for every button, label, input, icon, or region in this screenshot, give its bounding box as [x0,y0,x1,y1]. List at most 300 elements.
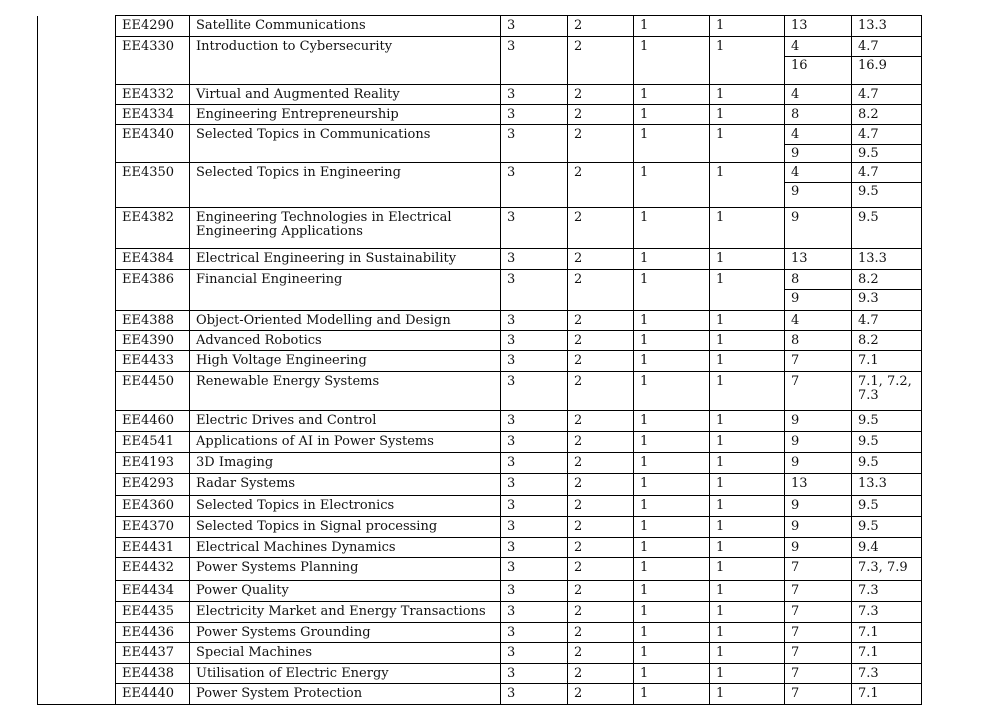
course-title-cell: Power Systems Grounding [190,623,501,643]
table-row [38,643,922,664]
table-row [38,163,922,208]
outcome-ref-cell [852,474,922,496]
outcome-ref-value: 9.5 [858,210,879,225]
table-row [38,331,922,351]
table-row [38,270,922,311]
course-title-cell: Special Machines [190,643,501,664]
lab-hours-cell: 1 [634,16,710,37]
contact-hours-cell: 2 [568,331,634,351]
lab-hours-cell: 1 [634,474,710,496]
course-title-cell: 3D Imaging [190,453,501,474]
lab-hours-cell: 1 [634,351,710,372]
outcome-group-cell [785,311,852,331]
contact-hours-cell: 2 [568,351,634,372]
contact-hours-cell: 2 [568,602,634,623]
course-title-cell: Electrical Machines Dynamics [190,538,501,558]
outcome-group-value: 9 [785,144,851,161]
outcome-group-cell [785,372,852,411]
tutorial-hours-cell: 1 [710,331,785,351]
lab-hours-cell: 1 [634,311,710,331]
outcome-ref-value: 7.1, 7.2, 7.3 [858,374,912,403]
credits-cell: 3 [501,684,568,705]
outcome-group-value: 9 [791,455,800,470]
course-title-cell: Introduction to Cybersecurity [190,37,501,85]
outcome-ref-value: 9.4 [858,540,879,555]
outcome-ref-value: 7.3, 7.9 [858,560,908,575]
outcome-ref-cell [852,453,922,474]
outcome-ref-value: 16.9 [852,56,921,73]
outcome-ref-value: 9.5 [852,144,921,161]
course-code-cell: EE4438 [116,664,190,684]
lab-hours-cell: 1 [634,163,710,208]
outcome-ref-value: 7.1 [858,353,879,368]
course-title-cell: High Voltage Engineering [190,351,501,372]
course-title-cell: Applications of AI in Power Systems [190,432,501,453]
outcome-ref-value: 13.3 [858,18,887,33]
credits-cell: 3 [501,249,568,270]
table-row [38,16,922,37]
outcome-group-cell [785,623,852,643]
outcome-group-value: 4 [791,313,800,328]
credits-cell: 3 [501,16,568,37]
course-code-cell: EE4332 [116,85,190,105]
course-code-cell: EE4350 [116,163,190,208]
outcome-ref-cell [852,16,922,37]
credits-cell: 3 [501,496,568,517]
contact-hours-cell: 2 [568,664,634,684]
tutorial-hours-cell: 1 [710,37,785,85]
tutorial-hours-cell: 1 [710,105,785,125]
lab-hours-cell: 1 [634,517,710,538]
outcome-group-value: 4 [791,165,800,180]
outcome-ref-value: 9.5 [858,498,879,513]
lab-hours-cell: 1 [634,558,710,581]
table-row [38,208,922,249]
course-title-cell: Engineering Entrepreneurship [190,105,501,125]
course-title-cell: Power Systems Planning [190,558,501,581]
contact-hours-cell: 2 [568,125,634,163]
tutorial-hours-cell: 1 [710,411,785,432]
table-row [38,37,922,85]
course-code-cell: EE4433 [116,351,190,372]
outcome-group-cell [785,581,852,602]
lab-hours-cell: 1 [634,331,710,351]
credits-cell: 3 [501,432,568,453]
course-title-cell: Power Quality [190,581,501,602]
course-title-cell: Electricity Market and Energy Transactions [190,602,501,623]
course-code-cell: EE4382 [116,208,190,249]
outcome-ref-value: 4.7 [858,39,879,54]
outcome-ref-value: 7.1 [858,645,879,660]
course-title-cell: Electric Drives and Control [190,411,501,432]
outcome-ref-cell [852,411,922,432]
outcome-ref-cell [852,538,922,558]
outcome-ref-value: 7.1 [858,686,879,701]
outcome-group-value: 9 [791,519,800,534]
table-row [38,453,922,474]
course-code-cell: EE4431 [116,538,190,558]
lab-hours-cell: 1 [634,208,710,249]
outcome-ref-value: 9.5 [852,182,921,199]
contact-hours-cell: 2 [568,249,634,270]
outcome-group-value: 4 [791,39,800,54]
course-title-cell: Object-Oriented Modelling and Design [190,311,501,331]
outcome-group-value: 7 [791,353,800,368]
outcome-group-cell [785,331,852,351]
course-code-cell: EE4440 [116,684,190,705]
course-code-cell: EE4290 [116,16,190,37]
tutorial-hours-cell: 1 [710,558,785,581]
table-row [38,558,922,581]
tutorial-hours-cell: 1 [710,270,785,311]
course-code-cell: EE4541 [116,432,190,453]
outcome-ref-value: 13.3 [858,476,887,491]
contact-hours-cell: 2 [568,474,634,496]
credits-cell: 3 [501,558,568,581]
course-title-cell: Selected Topics in Communications [190,125,501,163]
table-row [38,249,922,270]
outcome-ref-cell [852,249,922,270]
tutorial-hours-cell: 1 [710,163,785,208]
course-code-cell: EE4386 [116,270,190,311]
outcome-group-cell [785,249,852,270]
contact-hours-cell: 2 [568,311,634,331]
credits-cell: 3 [501,311,568,331]
table-row [38,351,922,372]
credits-cell: 3 [501,538,568,558]
course-code-cell: EE4434 [116,581,190,602]
outcome-group-value: 9 [791,413,800,428]
outcome-group-cell [785,517,852,538]
outcome-ref-value: 4.7 [858,313,879,328]
contact-hours-cell: 2 [568,581,634,602]
outcome-group-value: 7 [791,604,800,619]
outcome-group-value: 13 [791,476,808,491]
outcome-ref-cell [852,163,922,208]
lab-hours-cell: 1 [634,105,710,125]
outcome-group-value: 9 [791,540,800,555]
lab-hours-cell: 1 [634,37,710,85]
course-code-cell: EE4437 [116,643,190,664]
outcome-group-value: 7 [791,625,800,640]
outcome-group-value: 16 [785,56,851,73]
course-code-cell: EE4460 [116,411,190,432]
outcome-ref-cell [852,105,922,125]
outcome-ref-value: 8.2 [858,272,879,287]
table-row [38,684,922,705]
lab-hours-cell: 1 [634,125,710,163]
outcome-group-cell [785,163,852,208]
course-title-cell: Engineering Technologies in Electrical Engineering Applications [190,208,501,249]
tutorial-hours-cell: 1 [710,351,785,372]
credits-cell: 3 [501,581,568,602]
contact-hours-cell: 2 [568,105,634,125]
course-title-cell: Financial Engineering [190,270,501,311]
tutorial-hours-cell: 1 [710,496,785,517]
outcome-group-value: 7 [791,666,800,681]
tutorial-hours-cell: 1 [710,623,785,643]
credits-cell: 3 [501,125,568,163]
course-title-cell: Renewable Energy Systems [190,372,501,411]
tutorial-hours-cell: 1 [710,684,785,705]
tutorial-hours-cell: 1 [710,249,785,270]
contact-hours-cell: 2 [568,411,634,432]
credits-cell: 3 [501,105,568,125]
outcome-ref-value: 9.5 [858,434,879,449]
table-row [38,602,922,623]
outcome-group-value: 13 [791,251,808,266]
contact-hours-cell: 2 [568,453,634,474]
credits-cell: 3 [501,664,568,684]
contact-hours-cell: 2 [568,85,634,105]
table-row [38,664,922,684]
outcome-group-value: 9 [785,289,851,306]
outcome-ref-value: 7.1 [858,625,879,640]
outcome-group-cell [785,125,852,163]
contact-hours-cell: 2 [568,163,634,208]
outcome-group-cell [785,105,852,125]
credits-cell: 3 [501,474,568,496]
outcome-ref-value: 9.5 [858,413,879,428]
table-row [38,517,922,538]
outcome-group-value: 7 [791,560,800,575]
contact-hours-cell: 2 [568,37,634,85]
outcome-ref-cell [852,125,922,163]
tutorial-hours-cell: 1 [710,16,785,37]
category-cell [38,16,116,705]
lab-hours-cell: 1 [634,581,710,602]
outcome-group-value: 9 [791,498,800,513]
contact-hours-cell: 2 [568,684,634,705]
credits-cell: 3 [501,163,568,208]
credits-cell: 3 [501,602,568,623]
outcome-group-cell [785,643,852,664]
table-row [38,372,922,411]
tutorial-hours-cell: 1 [710,85,785,105]
outcome-ref-value: 4.7 [858,87,879,102]
outcome-ref-value: 4.7 [858,165,879,180]
course-table-body [38,16,922,705]
outcome-ref-value: 7.3 [858,666,879,681]
lab-hours-cell: 1 [634,372,710,411]
course-title-cell: Power System Protection [190,684,501,705]
course-title-cell: Electrical Engineering in Sustainability [190,249,501,270]
outcome-group-cell [785,453,852,474]
outcome-group-cell [785,208,852,249]
course-code-cell: EE4435 [116,602,190,623]
contact-hours-cell: 2 [568,558,634,581]
tutorial-hours-cell: 1 [710,538,785,558]
course-code-cell: EE4360 [116,496,190,517]
lab-hours-cell: 1 [634,684,710,705]
credits-cell: 3 [501,372,568,411]
outcome-ref-cell [852,432,922,453]
course-code-cell: EE4340 [116,125,190,163]
outcome-ref-value: 7.3 [858,604,879,619]
lab-hours-cell: 1 [634,270,710,311]
outcome-group-value: 7 [791,583,800,598]
outcome-ref-cell [852,496,922,517]
outcome-ref-value: 7.3 [858,583,879,598]
contact-hours-cell: 2 [568,496,634,517]
outcome-ref-value: 4.7 [858,127,879,142]
credits-cell: 3 [501,643,568,664]
outcome-ref-value: 8.2 [858,333,879,348]
outcome-group-cell [785,432,852,453]
tutorial-hours-cell: 1 [710,208,785,249]
outcome-ref-cell [852,37,922,85]
course-title-cell: Selected Topics in Electronics [190,496,501,517]
table-row [38,105,922,125]
tutorial-hours-cell: 1 [710,474,785,496]
lab-hours-cell: 1 [634,432,710,453]
credits-cell: 3 [501,85,568,105]
course-code-cell: EE4384 [116,249,190,270]
course-code-cell: EE4330 [116,37,190,85]
table-row [38,311,922,331]
outcome-ref-cell [852,623,922,643]
course-title-cell: Selected Topics in Engineering [190,163,501,208]
table-row [38,432,922,453]
credits-cell: 3 [501,208,568,249]
outcome-group-cell [785,496,852,517]
outcome-ref-cell [852,602,922,623]
credits-cell: 3 [501,351,568,372]
outcome-group-cell [785,684,852,705]
outcome-ref-value: 9.5 [858,455,879,470]
course-table [37,15,922,705]
lab-hours-cell: 1 [634,623,710,643]
course-title-cell: Selected Topics in Signal processing [190,517,501,538]
outcome-ref-cell [852,311,922,331]
outcome-group-value: 4 [791,87,800,102]
outcome-group-value: 7 [791,645,800,660]
lab-hours-cell: 1 [634,411,710,432]
outcome-group-cell [785,85,852,105]
outcome-group-value: 7 [791,374,800,389]
lab-hours-cell: 1 [634,453,710,474]
course-title-cell: Advanced Robotics [190,331,501,351]
table-row [38,496,922,517]
lab-hours-cell: 1 [634,538,710,558]
outcome-ref-cell [852,372,922,411]
lab-hours-cell: 1 [634,664,710,684]
outcome-ref-value: 9.5 [858,519,879,534]
contact-hours-cell: 2 [568,643,634,664]
outcome-ref-cell [852,270,922,311]
credits-cell: 3 [501,331,568,351]
tutorial-hours-cell: 1 [710,664,785,684]
lab-hours-cell: 1 [634,249,710,270]
contact-hours-cell: 2 [568,208,634,249]
tutorial-hours-cell: 1 [710,602,785,623]
table-row [38,581,922,602]
table-row [38,125,922,163]
outcome-ref-value: 8.2 [858,107,879,122]
course-code-cell: EE4432 [116,558,190,581]
credits-cell: 3 [501,623,568,643]
outcome-ref-cell [852,331,922,351]
course-code-cell: EE4390 [116,331,190,351]
outcome-ref-cell [852,517,922,538]
outcome-group-cell [785,602,852,623]
credits-cell: 3 [501,270,568,311]
contact-hours-cell: 2 [568,623,634,643]
outcome-group-value: 8 [791,272,800,287]
credits-cell: 3 [501,453,568,474]
outcome-group-value: 7 [791,686,800,701]
tutorial-hours-cell: 1 [710,311,785,331]
outcome-ref-cell [852,643,922,664]
outcome-group-value: 9 [785,182,851,199]
outcome-group-value: 8 [791,333,800,348]
outcome-ref-cell [852,664,922,684]
lab-hours-cell: 1 [634,643,710,664]
table-row [38,411,922,432]
credits-cell: 3 [501,517,568,538]
course-code-cell: EE4293 [116,474,190,496]
tutorial-hours-cell: 1 [710,643,785,664]
course-code-cell: EE4370 [116,517,190,538]
tutorial-hours-cell: 1 [710,125,785,163]
outcome-group-cell [785,664,852,684]
contact-hours-cell: 2 [568,372,634,411]
outcome-ref-cell [852,85,922,105]
outcome-group-cell [785,37,852,85]
course-title-cell: Utilisation of Electric Energy [190,664,501,684]
outcome-ref-cell [852,208,922,249]
outcome-ref-cell [852,558,922,581]
credits-cell: 3 [501,411,568,432]
contact-hours-cell: 2 [568,16,634,37]
outcome-group-value: 13 [791,18,808,33]
course-code-cell: EE4193 [116,453,190,474]
outcome-ref-value: 9.3 [852,289,921,306]
contact-hours-cell: 2 [568,270,634,311]
contact-hours-cell: 2 [568,538,634,558]
outcome-group-cell [785,270,852,311]
outcome-group-cell [785,351,852,372]
table-row [38,474,922,496]
table-row [38,623,922,643]
tutorial-hours-cell: 1 [710,453,785,474]
lab-hours-cell: 1 [634,496,710,517]
table-row [38,85,922,105]
outcome-group-cell [785,16,852,37]
outcome-group-cell [785,558,852,581]
tutorial-hours-cell: 1 [710,517,785,538]
outcome-group-value: 9 [791,210,800,225]
outcome-group-cell [785,474,852,496]
outcome-group-value: 8 [791,107,800,122]
outcome-group-cell [785,538,852,558]
credits-cell: 3 [501,37,568,85]
tutorial-hours-cell: 1 [710,581,785,602]
outcome-group-value: 4 [791,127,800,142]
tutorial-hours-cell: 1 [710,372,785,411]
lab-hours-cell: 1 [634,85,710,105]
course-code-cell: EE4450 [116,372,190,411]
table-row [38,538,922,558]
lab-hours-cell: 1 [634,602,710,623]
outcome-ref-value: 13.3 [858,251,887,266]
course-title-cell: Satellite Communications [190,16,501,37]
course-title-cell: Virtual and Augmented Reality [190,85,501,105]
contact-hours-cell: 2 [568,432,634,453]
outcome-group-value: 9 [791,434,800,449]
contact-hours-cell: 2 [568,517,634,538]
outcome-ref-cell [852,581,922,602]
